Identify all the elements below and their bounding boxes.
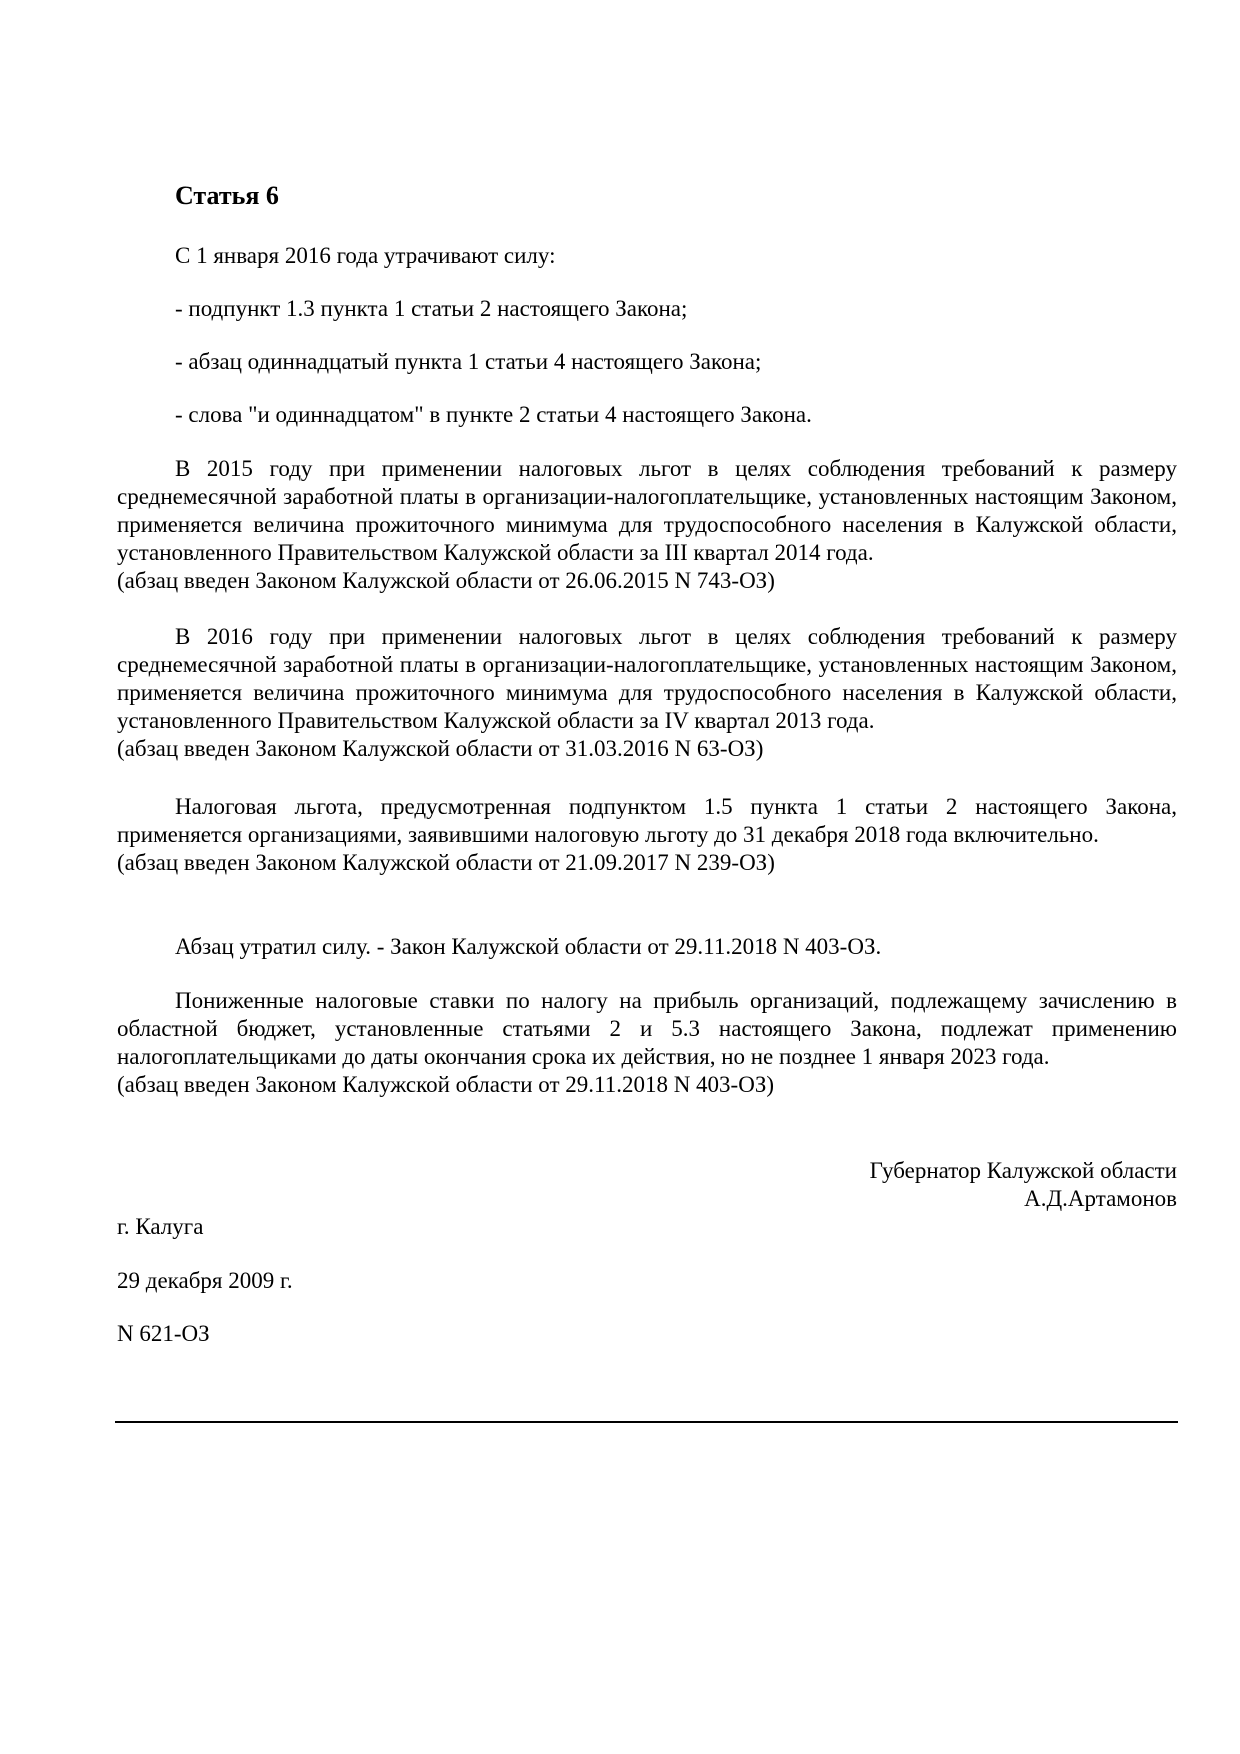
place: г. Калуга [117, 1214, 204, 1239]
date: 29 декабря 2009 г. [117, 1268, 293, 1293]
signatory-position: Губернатор Калужской области [869, 1158, 1177, 1183]
paragraph-text: Пониженные налоговые ставки по налогу на прибыль организаций, подлежащему зачислению в областной бюджет, установленные статьями 2 и 5.3 настоящего Закона, подлежат применению налогоплательщиками до даты окончания срока их действия, но не позднее 1 января 2023 года. [117, 988, 1177, 1069]
paragraph-reduced-rates [117, 987, 1177, 1099]
paragraph-tax-benefit [117, 793, 1177, 877]
paragraph-text: Налоговая льгота, предусмотренная подпунктом 1.5 пункта 1 статьи 2 настоящего Закона, применяется организациями, заявившими налоговую льготу до 31 декабря 2018 года включительно. [117, 794, 1177, 847]
signatory-name: А.Д.Артамонов [1024, 1186, 1177, 1211]
repealed-item-1: - подпункт 1.3 пункта 1 статьи 2 настоящего Закона; [175, 296, 688, 321]
paragraph-text: В 2016 году при применении налоговых льгот в целях соблюдения требований к размеру среднемесячной заработной платы в организации-налогоплательщике, установленных настоящим Законом, применяется величина прожиточного минимума для трудоспособного населения в Калужской области, установленного Правительством Калужской области за IV квартал 2013 года. [117, 624, 1177, 733]
paragraph-text: В 2015 году при применении налоговых льгот в целях соблюдения требований к размеру среднемесячной заработной платы в организации-налогоплательщике, установленных настоящим Законом, применяется величина прожиточного минимума для трудоспособного населения в Калужской области, установленного Правительством Калужской области за III квартал 2014 года. [117, 456, 1177, 565]
amendment-note: (абзац введен Законом Калужской области от 31.03.2016 N 63-ОЗ) [117, 736, 764, 761]
repealed-item-2: - абзац одиннадцатый пункта 1 статьи 4 настоящего Закона; [175, 349, 762, 374]
paragraph-2015 [117, 455, 1177, 595]
repealed-item-3: - слова "и одиннадцатом" в пункте 2 статьи 4 настоящего Закона. [175, 402, 812, 427]
article-heading: Статья 6 [175, 181, 279, 210]
amendment-note: (абзац введен Законом Калужской области от 21.09.2017 N 239-ОЗ) [117, 850, 775, 875]
amendment-note: (абзац введен Законом Калужской области от 29.11.2018 N 403-ОЗ) [117, 1072, 775, 1097]
paragraph-repealed: Абзац утратил силу. - Закон Калужской области от 29.11.2018 N 403-ОЗ. [175, 934, 882, 959]
intro-line: С 1 января 2016 года утрачивают силу: [175, 243, 556, 268]
law-number: N 621-ОЗ [117, 1321, 210, 1346]
signature-block [870, 1157, 1177, 1213]
amendment-note: (абзац введен Законом Калужской области от 26.06.2015 N 743-ОЗ) [117, 568, 775, 593]
paragraph-2016 [117, 623, 1177, 763]
footer-divider [115, 1421, 1178, 1423]
